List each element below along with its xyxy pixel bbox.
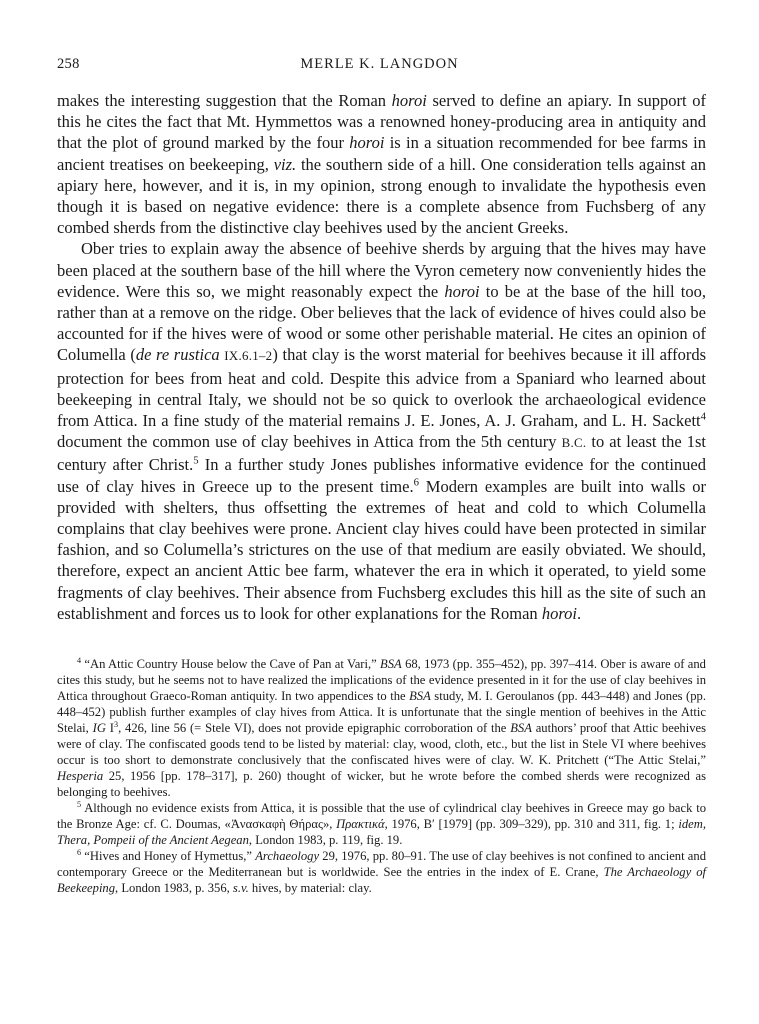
italic-run: s.v.: [232, 881, 249, 895]
footnote-6: $^6$ “Hives and Honey of Hymettus,” Archaeology 29, 1976, pp. 80–91. The use of clay beehives is not confined to ancient and contemporary Greece or the Mediterranean but is worldwide. See the entries in the index of E. Crane, The Archaeology of Beekeeping, London 1983, p. 356, s.v. hives, by material: clay.: [57, 847, 706, 895]
italic-run: horoi: [541, 603, 577, 623]
italic-run: horoi: [349, 133, 385, 153]
running-head: MERLE K. LANGDON: [300, 56, 459, 72]
italic-run: Hesperia: [57, 769, 104, 783]
paragraph-1: makes the interesting suggestion that the Roman horoi served to define an apiary. In support of this he cites the fact that Mt. Hymmettos was a renowned honey-producing area in antiquity and that the plot of ground marked by the four horoi is in a situation recommended for bee farms in ancient treatises on beekeeping, viz. the southern side of a hill. One consideration tells against an apiary here, however, and it is, in my opinion, strong enough to invalidate the hypothesis even though it is based on negative evidence: there is a complete absence from Fuchsberg of any combed sherds from the distinctive clay beehives used by the ancient Greeks.: [57, 91, 707, 238]
italic-run: BSA: [409, 689, 431, 703]
italic-run: The Archaeology of Beekeeping: [57, 865, 706, 895]
italic-run: horoi: [391, 91, 427, 110]
small-caps-run: IX.6.1–2: [224, 349, 273, 364]
footnote-4: $^4$ “An Attic Country House below the Cave of Pan at Vari,” BSA 68, 1973 (pp. 355–452), pp. 397–414. Ober is aware of and cites this study, but he seems not to have realized the implications of the evidence presented in it for the use of clay beehives in Attica throughout Graeco-Roman antiquity. In two appendices to the BSA study, M. I. Geroulanos (pp. 443–448) and Jones (pp. 448–452) publish further examples of clay hives from Attica. It is unfortunate that the single mention of beehives in the Attic Stelai, IG $I^3$, 426, line 56 (= Stele VI), does not provide epigraphic corroboration of the BSA authors’ proof that Attic beehives were of clay. The confiscated goods tend to be listed by material: clay, wood, cloth, etc., but the list in Stele VI where beehives occur is too short to demonstrate conclusively that the confiscated hives were of clay. W. K. Pritchett (“The Attic Stelai,” Hesperia 25, 1956 [pp. 178–317], p. 260) thought of wicker, but he wrote before the combed sherds were recognized as belonging to beehives.: [57, 655, 706, 799]
footnote-marker: 6: [413, 476, 419, 489]
page-number: 258: [57, 56, 80, 72]
italic-run: Archaeology: [255, 849, 320, 863]
page-header: [57, 56, 702, 76]
italic-run: IG: [92, 721, 106, 735]
footnote-marker: 4: [77, 655, 82, 665]
footnotes: [57, 656, 706, 896]
body-text: [57, 90, 706, 624]
italic-run: BSA: [510, 721, 532, 735]
italic-run: horoi: [444, 281, 480, 301]
italic-run: BSA: [380, 657, 402, 671]
footnote-marker: 6: [77, 847, 82, 857]
italic-run: de re rustica: [135, 345, 220, 365]
paragraph-2: Ober tries to explain away the absence of beehive sherds by arguing that the hives may have been placed at the southern base of the hill where the Vyron cemetery now conveniently hides the evidence. Were this so, we might reasonably expect the horoi to be at the base of the hill too, rather than at a remove on the ridge. Ober believes that the lack of evidence of hives could also be accounted for if the hives were of wood or some other perishable material. He cites an opinion of Columella (de re rustica IX.6.1–2) that clay is the worst material for beehives because it ill affords protection for bees from heat and cold. Despite this advice from a Spaniard who learned about beekeeping in central Italy, we should not be so quick to overlook the archaeological evidence from Attica. In a fine study of the material remains J. E. Jones, A. J. Graham, and L. H. Sackett$^4$ document the common use of clay beehives in Attica from the 5th century B.C. to at least the 1st century after Christ.$^5$ In a further study Jones publishes informative evidence for the continued use of clay hives in Greece up to the present time.$^6$ Modern examples are built into walls or provided with shelters, thus offsetting the extremes of heat and cold to which Columella complains that clay beehives were prone. Ancient clay hives could have been protected in similar fashion, and so Columella’s strictures on the use of that medium are easily obviated. We should, therefore, expect an ancient Attic bee farm, whatever the era in which it operated, to yield some fragments of clay beehives. Their absence from Fuchsberg excludes this hill as the site of such an establishment and forces us to look for other explanations for the Roman horoi.: [57, 239, 707, 623]
footnote-5: $^5$ Although no evidence exists from Attica, it is possible that the use of cylindrical clay beehives in Greece may go back to the Bronze Age: cf. C. Doumas, «Ἀνασκαφὴ Θήρας», Πρακτικά, 1976, Β′ [1979] (pp. 309–329), pp. 310 and 311, fig. 1; idem, Thera, Pompeii of the Ancient Aegean, London 1983, p. 119, fig. 19.: [57, 799, 706, 847]
footnote-marker: 5: [77, 799, 82, 809]
footnote-marker: 5: [193, 454, 199, 467]
italic-run: Πρακτικά: [336, 817, 385, 831]
italic-run: idem, Thera, Pompeii of the Ancient Aegean: [57, 817, 706, 847]
italic-run: viz.: [273, 154, 297, 174]
footnote-marker: 4: [700, 410, 706, 423]
footnote-marker: 3: [113, 719, 119, 729]
small-caps-run: B.C.: [561, 436, 587, 451]
